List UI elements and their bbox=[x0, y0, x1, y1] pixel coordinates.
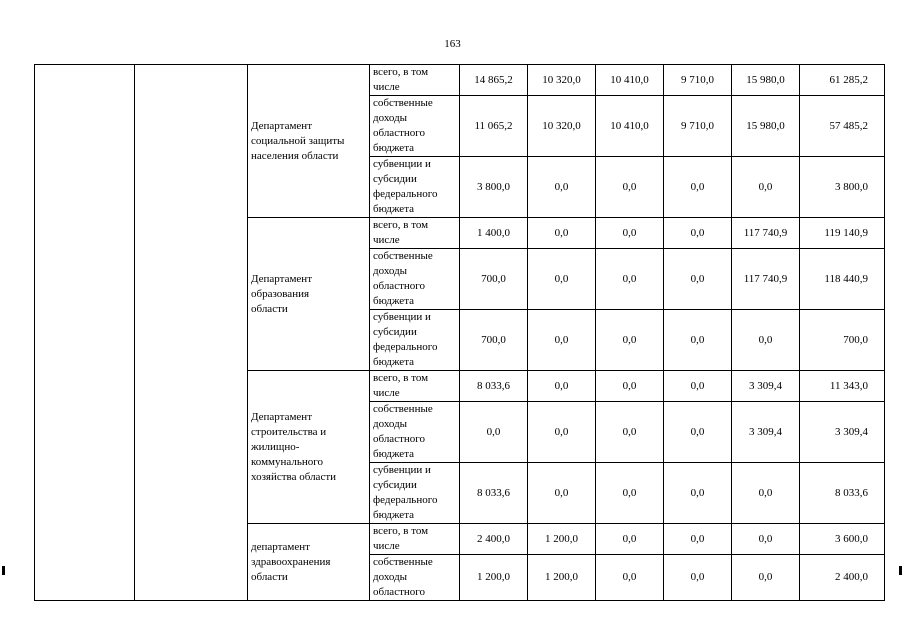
year-value-cell: 0,0 bbox=[596, 555, 664, 601]
total-value-cell: 61 285,2 bbox=[800, 65, 885, 96]
total-value-cell: 3 309,4 bbox=[800, 402, 885, 463]
year-value-cell: 0,0 bbox=[596, 524, 664, 555]
year-value-cell: 0,0 bbox=[732, 310, 800, 371]
funding-type-cell: собственные доходы областного бюджета bbox=[370, 249, 460, 310]
year-value-cell: 2 400,0 bbox=[460, 524, 528, 555]
table-row bbox=[35, 65, 885, 96]
department-cell: Департамент социальной защиты населения области bbox=[248, 65, 370, 218]
total-value-cell: 11 343,0 bbox=[800, 371, 885, 402]
total-value-cell: 3 600,0 bbox=[800, 524, 885, 555]
funding-type-cell: всего, в том числе bbox=[370, 65, 460, 96]
department-cell: Департамент строительства и жилищно- коммунального хозяйства области bbox=[248, 371, 370, 524]
year-value-cell: 10 410,0 bbox=[596, 65, 664, 96]
year-value-cell: 8 033,6 bbox=[460, 371, 528, 402]
page-number: 163 bbox=[444, 38, 461, 50]
year-value-cell: 0,0 bbox=[664, 463, 732, 524]
year-value-cell: 0,0 bbox=[664, 157, 732, 218]
margin-mark-left bbox=[2, 566, 5, 575]
year-value-cell: 10 320,0 bbox=[528, 96, 596, 157]
year-value-cell: 0,0 bbox=[528, 371, 596, 402]
year-value-cell: 8 033,6 bbox=[460, 463, 528, 524]
year-value-cell: 0,0 bbox=[528, 463, 596, 524]
funding-type-cell: всего, в том числе bbox=[370, 218, 460, 249]
year-value-cell: 0,0 bbox=[596, 218, 664, 249]
total-value-cell: 2 400,0 bbox=[800, 555, 885, 601]
year-value-cell: 0,0 bbox=[664, 402, 732, 463]
total-value-cell: 8 033,6 bbox=[800, 463, 885, 524]
department-cell: департамент здравоохранения области bbox=[248, 524, 370, 601]
year-value-cell: 0,0 bbox=[664, 310, 732, 371]
year-value-cell: 3 309,4 bbox=[732, 402, 800, 463]
year-value-cell: 1 200,0 bbox=[528, 555, 596, 601]
year-value-cell: 1 200,0 bbox=[460, 555, 528, 601]
blank-col-2 bbox=[135, 65, 248, 601]
year-value-cell: 3 309,4 bbox=[732, 371, 800, 402]
year-value-cell: 0,0 bbox=[596, 371, 664, 402]
year-value-cell: 1 200,0 bbox=[528, 524, 596, 555]
funding-type-cell: собственные доходы областного бюджета bbox=[370, 402, 460, 463]
funding-type-cell: субвенции и субсидии федерального бюджета bbox=[370, 310, 460, 371]
year-value-cell: 0,0 bbox=[664, 524, 732, 555]
blank-col-1 bbox=[35, 65, 135, 601]
year-value-cell: 0,0 bbox=[664, 249, 732, 310]
year-value-cell: 0,0 bbox=[596, 310, 664, 371]
total-value-cell: 3 800,0 bbox=[800, 157, 885, 218]
year-value-cell: 0,0 bbox=[664, 555, 732, 601]
year-value-cell: 0,0 bbox=[596, 249, 664, 310]
table-body bbox=[35, 65, 885, 601]
total-value-cell: 57 485,2 bbox=[800, 96, 885, 157]
year-value-cell: 15 980,0 bbox=[732, 65, 800, 96]
funding-type-cell: собственные доходы областного bbox=[370, 555, 460, 601]
year-value-cell: 10 410,0 bbox=[596, 96, 664, 157]
year-value-cell: 0,0 bbox=[528, 249, 596, 310]
year-value-cell: 0,0 bbox=[664, 371, 732, 402]
total-value-cell: 118 440,9 bbox=[800, 249, 885, 310]
year-value-cell: 0,0 bbox=[732, 555, 800, 601]
year-value-cell: 700,0 bbox=[460, 249, 528, 310]
department-cell: Департамент образования области bbox=[248, 218, 370, 371]
year-value-cell: 0,0 bbox=[528, 310, 596, 371]
funding-type-cell: субвенции и субсидии федерального бюджета bbox=[370, 157, 460, 218]
year-value-cell: 0,0 bbox=[528, 157, 596, 218]
margin-mark-right bbox=[899, 566, 902, 575]
year-value-cell: 9 710,0 bbox=[664, 96, 732, 157]
year-value-cell: 3 800,0 bbox=[460, 157, 528, 218]
year-value-cell: 0,0 bbox=[732, 463, 800, 524]
year-value-cell: 0,0 bbox=[664, 218, 732, 249]
year-value-cell: 117 740,9 bbox=[732, 249, 800, 310]
year-value-cell: 0,0 bbox=[732, 524, 800, 555]
funding-type-cell: всего, в том числе bbox=[370, 524, 460, 555]
year-value-cell: 0,0 bbox=[596, 157, 664, 218]
funding-type-cell: субвенции и субсидии федерального бюджета bbox=[370, 463, 460, 524]
year-value-cell: 0,0 bbox=[596, 463, 664, 524]
year-value-cell: 15 980,0 bbox=[732, 96, 800, 157]
year-value-cell: 14 865,2 bbox=[460, 65, 528, 96]
total-value-cell: 700,0 bbox=[800, 310, 885, 371]
year-value-cell: 10 320,0 bbox=[528, 65, 596, 96]
year-value-cell: 700,0 bbox=[460, 310, 528, 371]
budget-table bbox=[34, 64, 885, 601]
year-value-cell: 0,0 bbox=[528, 402, 596, 463]
year-value-cell: 0,0 bbox=[528, 218, 596, 249]
year-value-cell: 9 710,0 bbox=[664, 65, 732, 96]
year-value-cell: 1 400,0 bbox=[460, 218, 528, 249]
year-value-cell: 11 065,2 bbox=[460, 96, 528, 157]
year-value-cell: 0,0 bbox=[596, 402, 664, 463]
total-value-cell: 119 140,9 bbox=[800, 218, 885, 249]
year-value-cell: 0,0 bbox=[460, 402, 528, 463]
funding-type-cell: собственные доходы областного бюджета bbox=[370, 96, 460, 157]
year-value-cell: 0,0 bbox=[732, 157, 800, 218]
funding-type-cell: всего, в том числе bbox=[370, 371, 460, 402]
year-value-cell: 117 740,9 bbox=[732, 218, 800, 249]
